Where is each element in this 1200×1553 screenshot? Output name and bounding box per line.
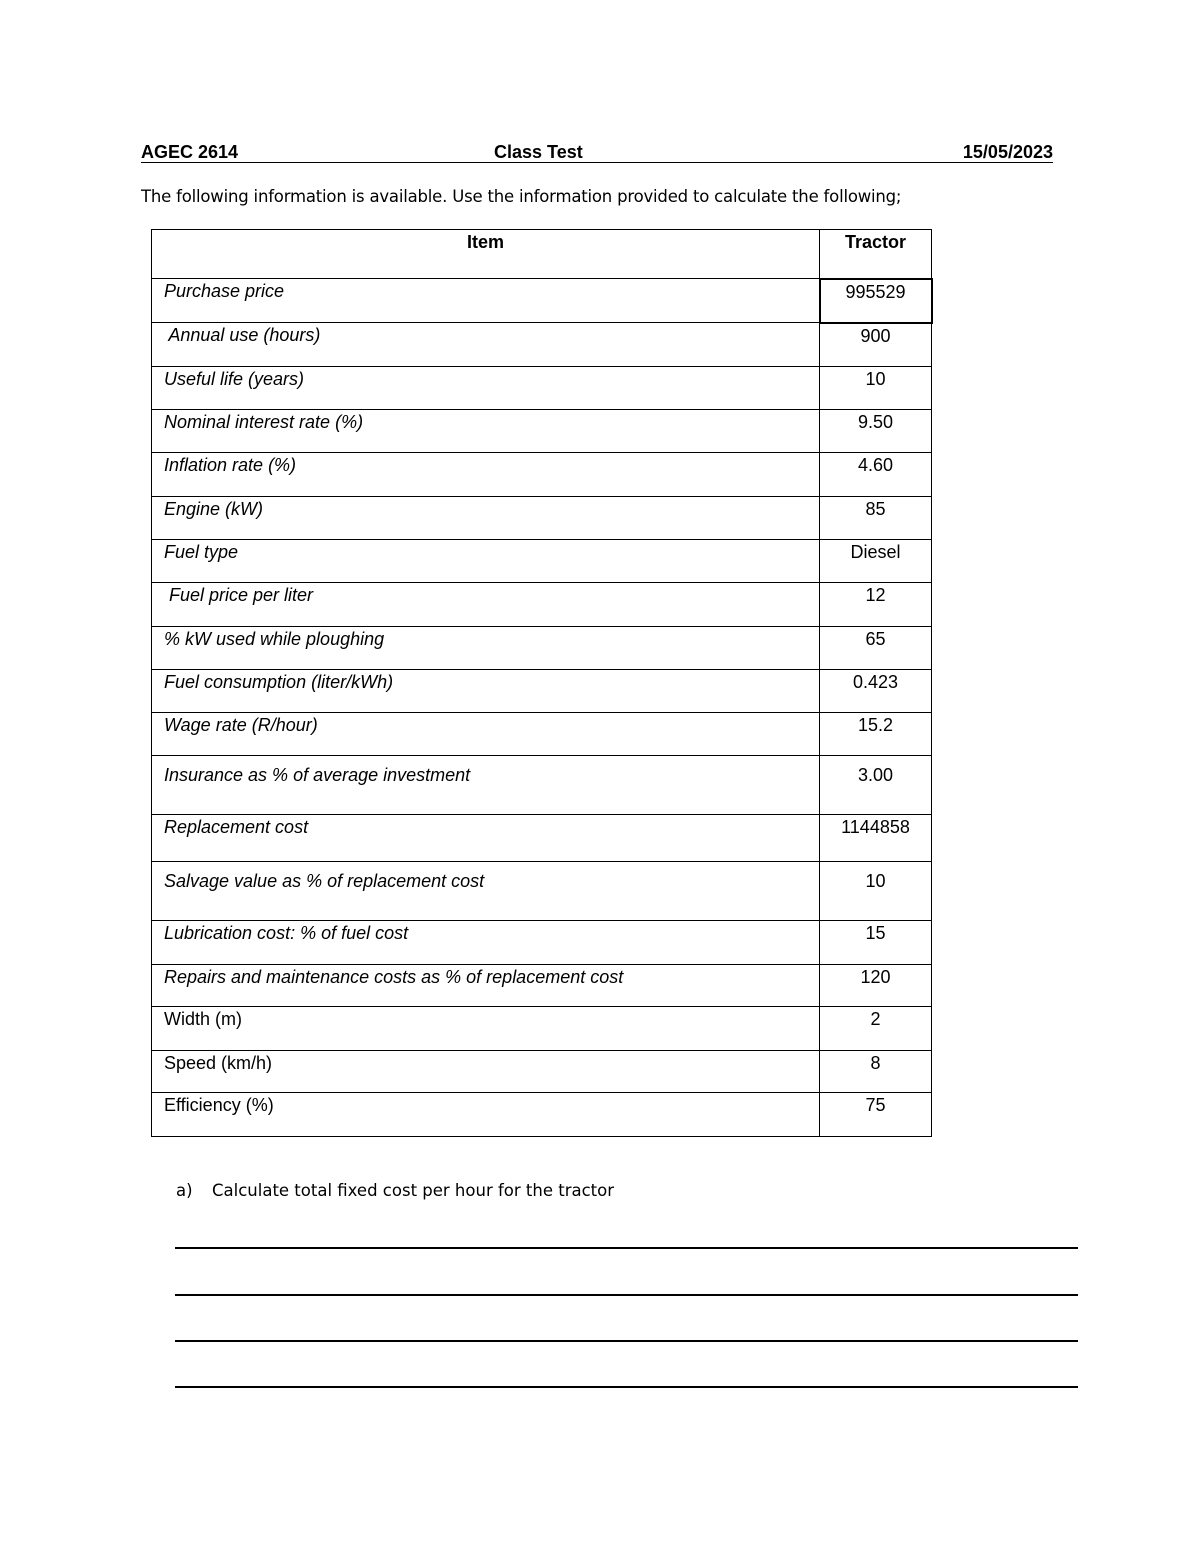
row-label: Salvage value as % of replacement cost [152,862,820,921]
row-label: Fuel type [152,540,820,583]
row-label: Lubrication cost: % of fuel cost [152,921,820,965]
row-value: 10 [820,367,932,410]
table-row [152,583,932,627]
answer-line[interactable] [175,1294,1078,1296]
row-label: Inflation rate (%) [152,453,820,497]
row-value: 900 [820,323,932,367]
table-row [152,862,932,921]
row-label: Repairs and maintenance costs as % of replacement cost [152,965,820,1007]
table-row [152,279,932,323]
row-value: 9.50 [820,410,932,453]
row-value: 85 [820,497,932,540]
table-row [152,921,932,965]
row-value: 995529 [820,279,932,323]
column-header-tractor: Tractor [820,230,932,279]
table-row [152,1051,932,1093]
row-label: Useful life (years) [152,367,820,410]
table-row [152,1007,932,1051]
row-label: Engine (kW) [152,497,820,540]
row-value: 3.00 [820,756,932,815]
row-label: Fuel consumption (liter/kWh) [152,670,820,713]
row-label: Replacement cost [152,815,820,862]
question-text: Calculate total fixed cost per hour for the tractor [212,1181,615,1200]
table-row [152,815,932,862]
answer-line[interactable] [175,1247,1078,1249]
answer-line[interactable] [175,1386,1078,1388]
table-header-row [152,230,932,279]
question-a [176,1181,614,1200]
test-date: 15/05/2023 [962,142,1053,162]
row-value: Diesel [820,540,932,583]
row-value: 15 [820,921,932,965]
table-row [152,540,932,583]
table-row [152,1093,932,1137]
table-row [152,627,932,670]
table-row [152,497,932,540]
row-value: 15.2 [820,713,932,756]
row-value: 120 [820,965,932,1007]
table-row [152,670,932,713]
table-row [152,323,932,367]
row-label: Insurance as % of average investment [152,756,820,815]
row-label: Speed (km/h) [152,1051,820,1093]
row-label: Fuel price per liter [152,583,820,627]
page-header [141,142,1053,163]
answer-line[interactable] [175,1340,1078,1342]
column-header-item: Item [152,230,820,279]
row-label: Width (m) [152,1007,820,1051]
row-value: 75 [820,1093,932,1137]
row-value: 8 [820,1051,932,1093]
table-row [152,453,932,497]
intro-text: The following information is available. Use the information provided to calculate the following; [141,187,902,206]
row-value: 12 [820,583,932,627]
row-label: Wage rate (R/hour) [152,713,820,756]
test-title: Class Test [494,142,583,162]
table-row [152,756,932,815]
row-label: Purchase price [152,279,820,323]
table-row [152,713,932,756]
row-value: 65 [820,627,932,670]
table-row [152,965,932,1007]
row-value: 0.423 [820,670,932,713]
row-label: Efficiency (%) [152,1093,820,1137]
question-label: a) [176,1181,193,1200]
row-value: 1144858 [820,815,932,862]
row-label: % kW used while ploughing [152,627,820,670]
course-code: AGEC 2614 [141,142,239,162]
table-row [152,410,932,453]
tractor-data-table [151,229,933,1137]
row-value: 4.60 [820,453,932,497]
row-label: Nominal interest rate (%) [152,410,820,453]
table-row [152,367,932,410]
row-value: 2 [820,1007,932,1051]
row-value: 10 [820,862,932,921]
row-label: Annual use (hours) [152,323,820,367]
